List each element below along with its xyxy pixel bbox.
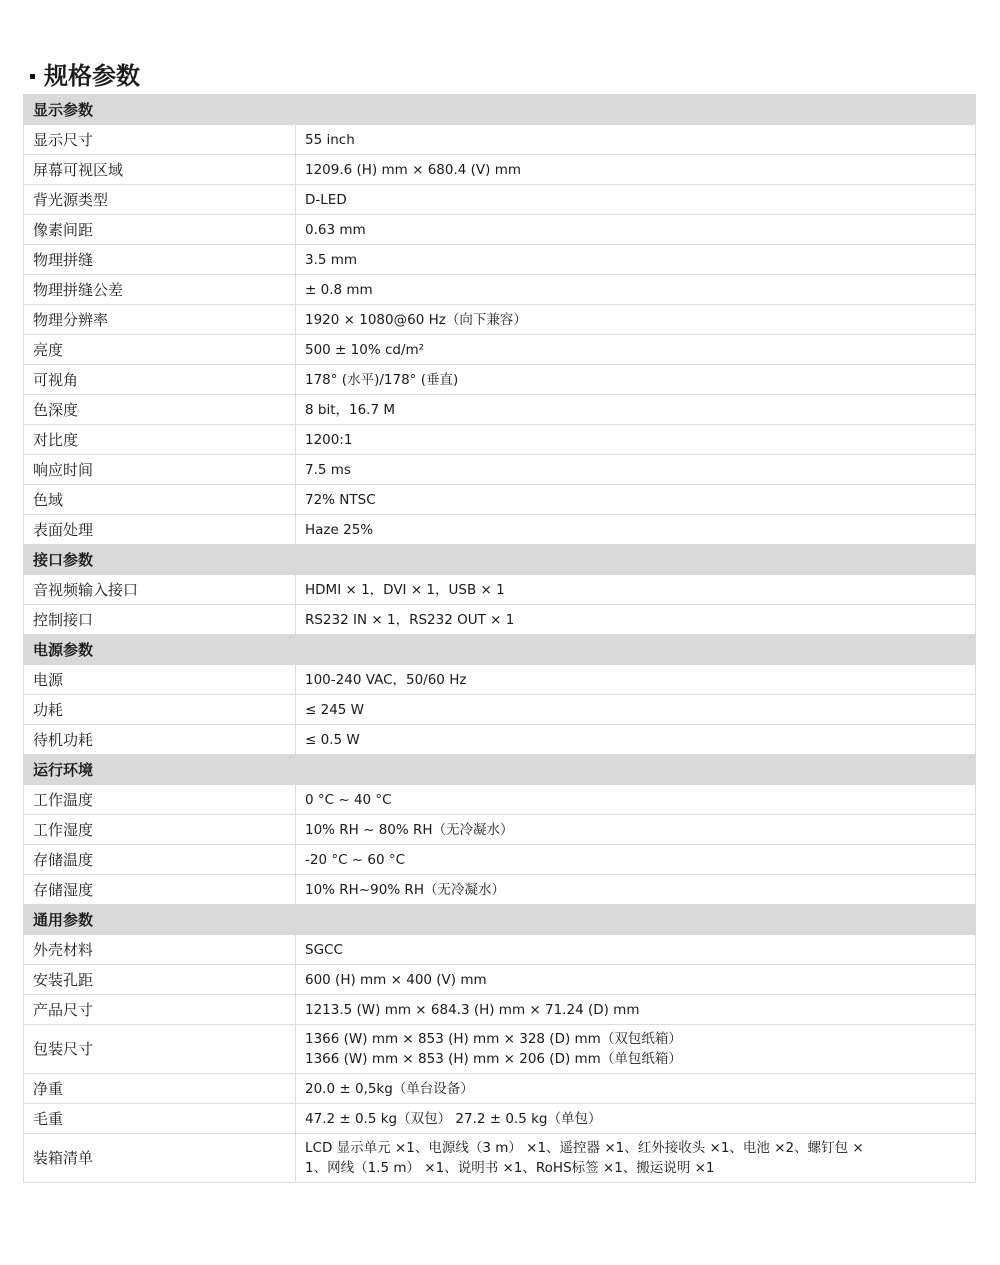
spec-table [23,94,976,1183]
table-row [24,785,976,815]
spec-value-line: 1366 (W) mm × 853 (H) mm × 328 (D) mm（双包纸箱） [305,1031,682,1047]
page-title [30,60,140,92]
spec-label: 亮度 [24,335,296,365]
table-row [24,575,976,605]
table-row [24,125,976,155]
spec-label: 物理分辨率 [24,305,296,335]
spec-label: 功耗 [24,695,296,725]
section-title: 显示参数 [24,95,976,125]
spec-value: SGCC [296,935,976,965]
table-row [24,665,976,695]
spec-value-line: LCD 显示单元 ×1、电源线（3 m） ×1、遥控器 ×1、红外接收头 ×1、电池 ×2、螺钉包 × [305,1140,864,1156]
section-title: 通用参数 [24,905,976,935]
spec-value: 3.5 mm [296,245,976,275]
spec-label: 像素间距 [24,215,296,245]
spec-value: 100-240 VAC，50/60 Hz [296,665,976,695]
table-row [24,395,976,425]
spec-label: 控制接口 [24,605,296,635]
spec-label: 毛重 [24,1104,296,1134]
spec-label: 屏幕可视区域 [24,155,296,185]
spec-value: 55 inch [296,125,976,155]
spec-value: 7.5 ms [296,455,976,485]
table-row [24,965,976,995]
spec-value: ≤ 245 W [296,695,976,725]
spec-label: 电源 [24,665,296,695]
square-bullet-icon [30,74,35,79]
spec-value [296,1025,976,1074]
spec-value: 47.2 ± 0.5 kg（双包） 27.2 ± 0.5 kg（单包） [296,1104,976,1134]
section-header [24,635,976,665]
spec-value: 72% NTSC [296,485,976,515]
section-title: 接口参数 [24,545,976,575]
spec-value: 10% RH ~ 80% RH（无冷凝水） [296,815,976,845]
spec-label: 产品尺寸 [24,995,296,1025]
spec-value: 0 °C ~ 40 °C [296,785,976,815]
table-row [24,935,976,965]
table-row [24,365,976,395]
spec-value: -20 °C ~ 60 °C [296,845,976,875]
spec-value: ± 0.8 mm [296,275,976,305]
spec-value: 1200:1 [296,425,976,455]
table-row [24,515,976,545]
spec-value: 20.0 ± 0,5kg（单台设备） [296,1074,976,1104]
section-header [24,545,976,575]
table-row [24,305,976,335]
spec-label: 包装尺寸 [24,1025,296,1074]
spec-label: 色域 [24,485,296,515]
table-row [24,1074,976,1104]
spec-value: D-LED [296,185,976,215]
spec-label: 外壳材料 [24,935,296,965]
spec-value-line: 1、网线（1.5 m） ×1、说明书 ×1、RoHS标签 ×1、搬运说明 ×1 [305,1160,715,1176]
spec-value: RS232 IN × 1，RS232 OUT × 1 [296,605,976,635]
spec-label: 物理拼缝公差 [24,275,296,305]
spec-label: 存储湿度 [24,875,296,905]
table-row [24,335,976,365]
spec-value: 1920 × 1080@60 Hz（向下兼容） [296,305,976,335]
spec-value: 600 (H) mm × 400 (V) mm [296,965,976,995]
table-row [24,695,976,725]
spec-label: 背光源类型 [24,185,296,215]
spec-value: 500 ± 10% cd/m² [296,335,976,365]
spec-label: 存储温度 [24,845,296,875]
table-row [24,245,976,275]
spec-value: 10% RH~90% RH（无冷凝水） [296,875,976,905]
spec-label: 安装孔距 [24,965,296,995]
spec-value: HDMI × 1，DVI × 1，USB × 1 [296,575,976,605]
table-row [24,425,976,455]
spec-value: 0.63 mm [296,215,976,245]
section-header [24,905,976,935]
spec-value-line: 1366 (W) mm × 853 (H) mm × 206 (D) mm（单包纸箱） [305,1051,682,1067]
spec-label: 可视角 [24,365,296,395]
table-row [24,185,976,215]
table-row [24,215,976,245]
spec-label: 待机功耗 [24,725,296,755]
table-row [24,815,976,845]
section-title: 运行环境 [24,755,976,785]
section-title: 电源参数 [24,635,976,665]
table-row [24,1134,976,1183]
table-row [24,155,976,185]
spec-value [296,1134,976,1183]
spec-value: 8 bit，16.7 M [296,395,976,425]
spec-label: 净重 [24,1074,296,1104]
spec-label: 装箱清单 [24,1134,296,1183]
table-row [24,605,976,635]
table-row [24,875,976,905]
spec-label: 显示尺寸 [24,125,296,155]
table-row [24,995,976,1025]
spec-table-body [24,95,976,1183]
spec-label: 响应时间 [24,455,296,485]
spec-value: ≤ 0.5 W [296,725,976,755]
spec-label: 表面处理 [24,515,296,545]
spec-value: 1209.6 (H) mm × 680.4 (V) mm [296,155,976,185]
table-row [24,1025,976,1074]
table-row [24,845,976,875]
spec-label: 工作湿度 [24,815,296,845]
spec-value: Haze 25% [296,515,976,545]
table-row [24,455,976,485]
table-row [24,1104,976,1134]
table-row [24,725,976,755]
spec-label: 音视频输入接口 [24,575,296,605]
spec-label: 物理拼缝 [24,245,296,275]
table-row [24,485,976,515]
spec-value: 178° (水平)/178° (垂直) [296,365,976,395]
spec-label: 工作温度 [24,785,296,815]
spec-label: 色深度 [24,395,296,425]
section-header [24,755,976,785]
spec-label: 对比度 [24,425,296,455]
page-title-text: 规格参数 [44,62,140,90]
spec-value: 1213.5 (W) mm × 684.3 (H) mm × 71.24 (D) mm [296,995,976,1025]
section-header [24,95,976,125]
table-row [24,275,976,305]
